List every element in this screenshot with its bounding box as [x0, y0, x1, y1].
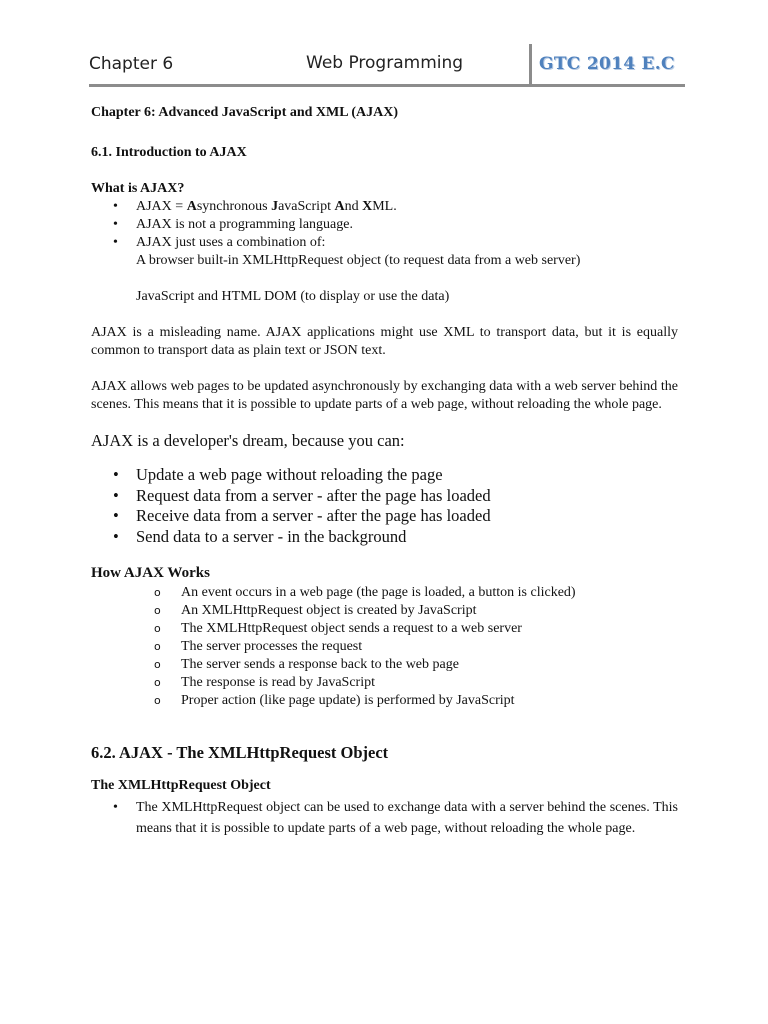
list-item: o Proper action (like page update) is performed by JavaScript	[154, 693, 515, 708]
list-item: o An XMLHttpRequest object is created by JavaScript	[154, 603, 477, 618]
how-ajax-works-list	[91, 584, 678, 710]
section-heading-intro: 6.1. Introduction to AJAX	[91, 145, 247, 160]
list-item: o The XMLHttpRequest object sends a request to a web server	[154, 621, 522, 636]
list-item: • AJAX is not a programming language.	[113, 217, 353, 232]
header-divider	[529, 44, 532, 84]
xhr-list	[91, 798, 678, 839]
list-item: o The server processes the request	[154, 639, 363, 654]
developers-dream-list	[91, 465, 678, 547]
xhr-subheading: The XMLHttpRequest Object	[91, 778, 271, 793]
document-body	[91, 100, 678, 839]
header-chapter: Chapter 6	[89, 54, 174, 74]
list-item: • The XMLHttpRequest object can be used to exchange data with a server behind the scenes. This means that it is possible to update parts of a web page, without reloading the whole page.	[113, 800, 678, 836]
list-item: o An event occurs in a web page (the page is loaded, a button is clicked)	[154, 585, 576, 600]
list-item: • Send data to a server - in the background	[113, 526, 407, 546]
page-header	[89, 40, 685, 86]
chapter-heading: Chapter 6: Advanced JavaScript and XML (AJAX)	[91, 105, 398, 120]
what-is-ajax-list	[91, 198, 678, 252]
combination-item-1: A browser built-in XMLHttpRequest object (to request data from a web server)	[136, 253, 581, 268]
combination-item-2: JavaScript and HTML DOM (to display or use the data)	[136, 289, 450, 304]
list-item: • AJAX = Asynchronous JavaScript And XML.	[113, 199, 397, 214]
header-title: Web Programming	[306, 53, 464, 73]
list-item: o The server sends a response back to the web page	[154, 657, 459, 672]
list-item: • Receive data from a server - after the page has loaded	[113, 506, 491, 525]
list-item: o The response is read by JavaScript	[154, 675, 375, 690]
list-item: • AJAX just uses a combination of:	[113, 235, 326, 250]
list-item: • Request data from a server - after the page has loaded	[113, 485, 491, 505]
list-item: • Update a web page without reloading the page	[113, 465, 443, 484]
what-is-ajax-heading: What is AJAX?	[91, 181, 185, 196]
paragraph-asynchronous: AJAX allows web pages to be updated asynchronously by exchanging data with a web server behind the scenes. This means that it is possible to update parts of a web page, without reloading the whole page.	[91, 379, 678, 412]
paragraph-misleading: AJAX is a misleading name. AJAX applications might use XML to transport data, but it is equally common to transport data as plain text or JSON text.	[91, 325, 678, 358]
how-ajax-works-heading: How AJAX Works	[91, 565, 210, 581]
developers-dream-lead: AJAX is a developer's dream, because you can:	[91, 431, 405, 450]
section-heading-xhr: 6.2. AJAX - The XMLHttpRequest Object	[91, 743, 389, 762]
header-rule	[89, 84, 685, 87]
header-org: GTC 2014 E.C	[539, 54, 675, 74]
